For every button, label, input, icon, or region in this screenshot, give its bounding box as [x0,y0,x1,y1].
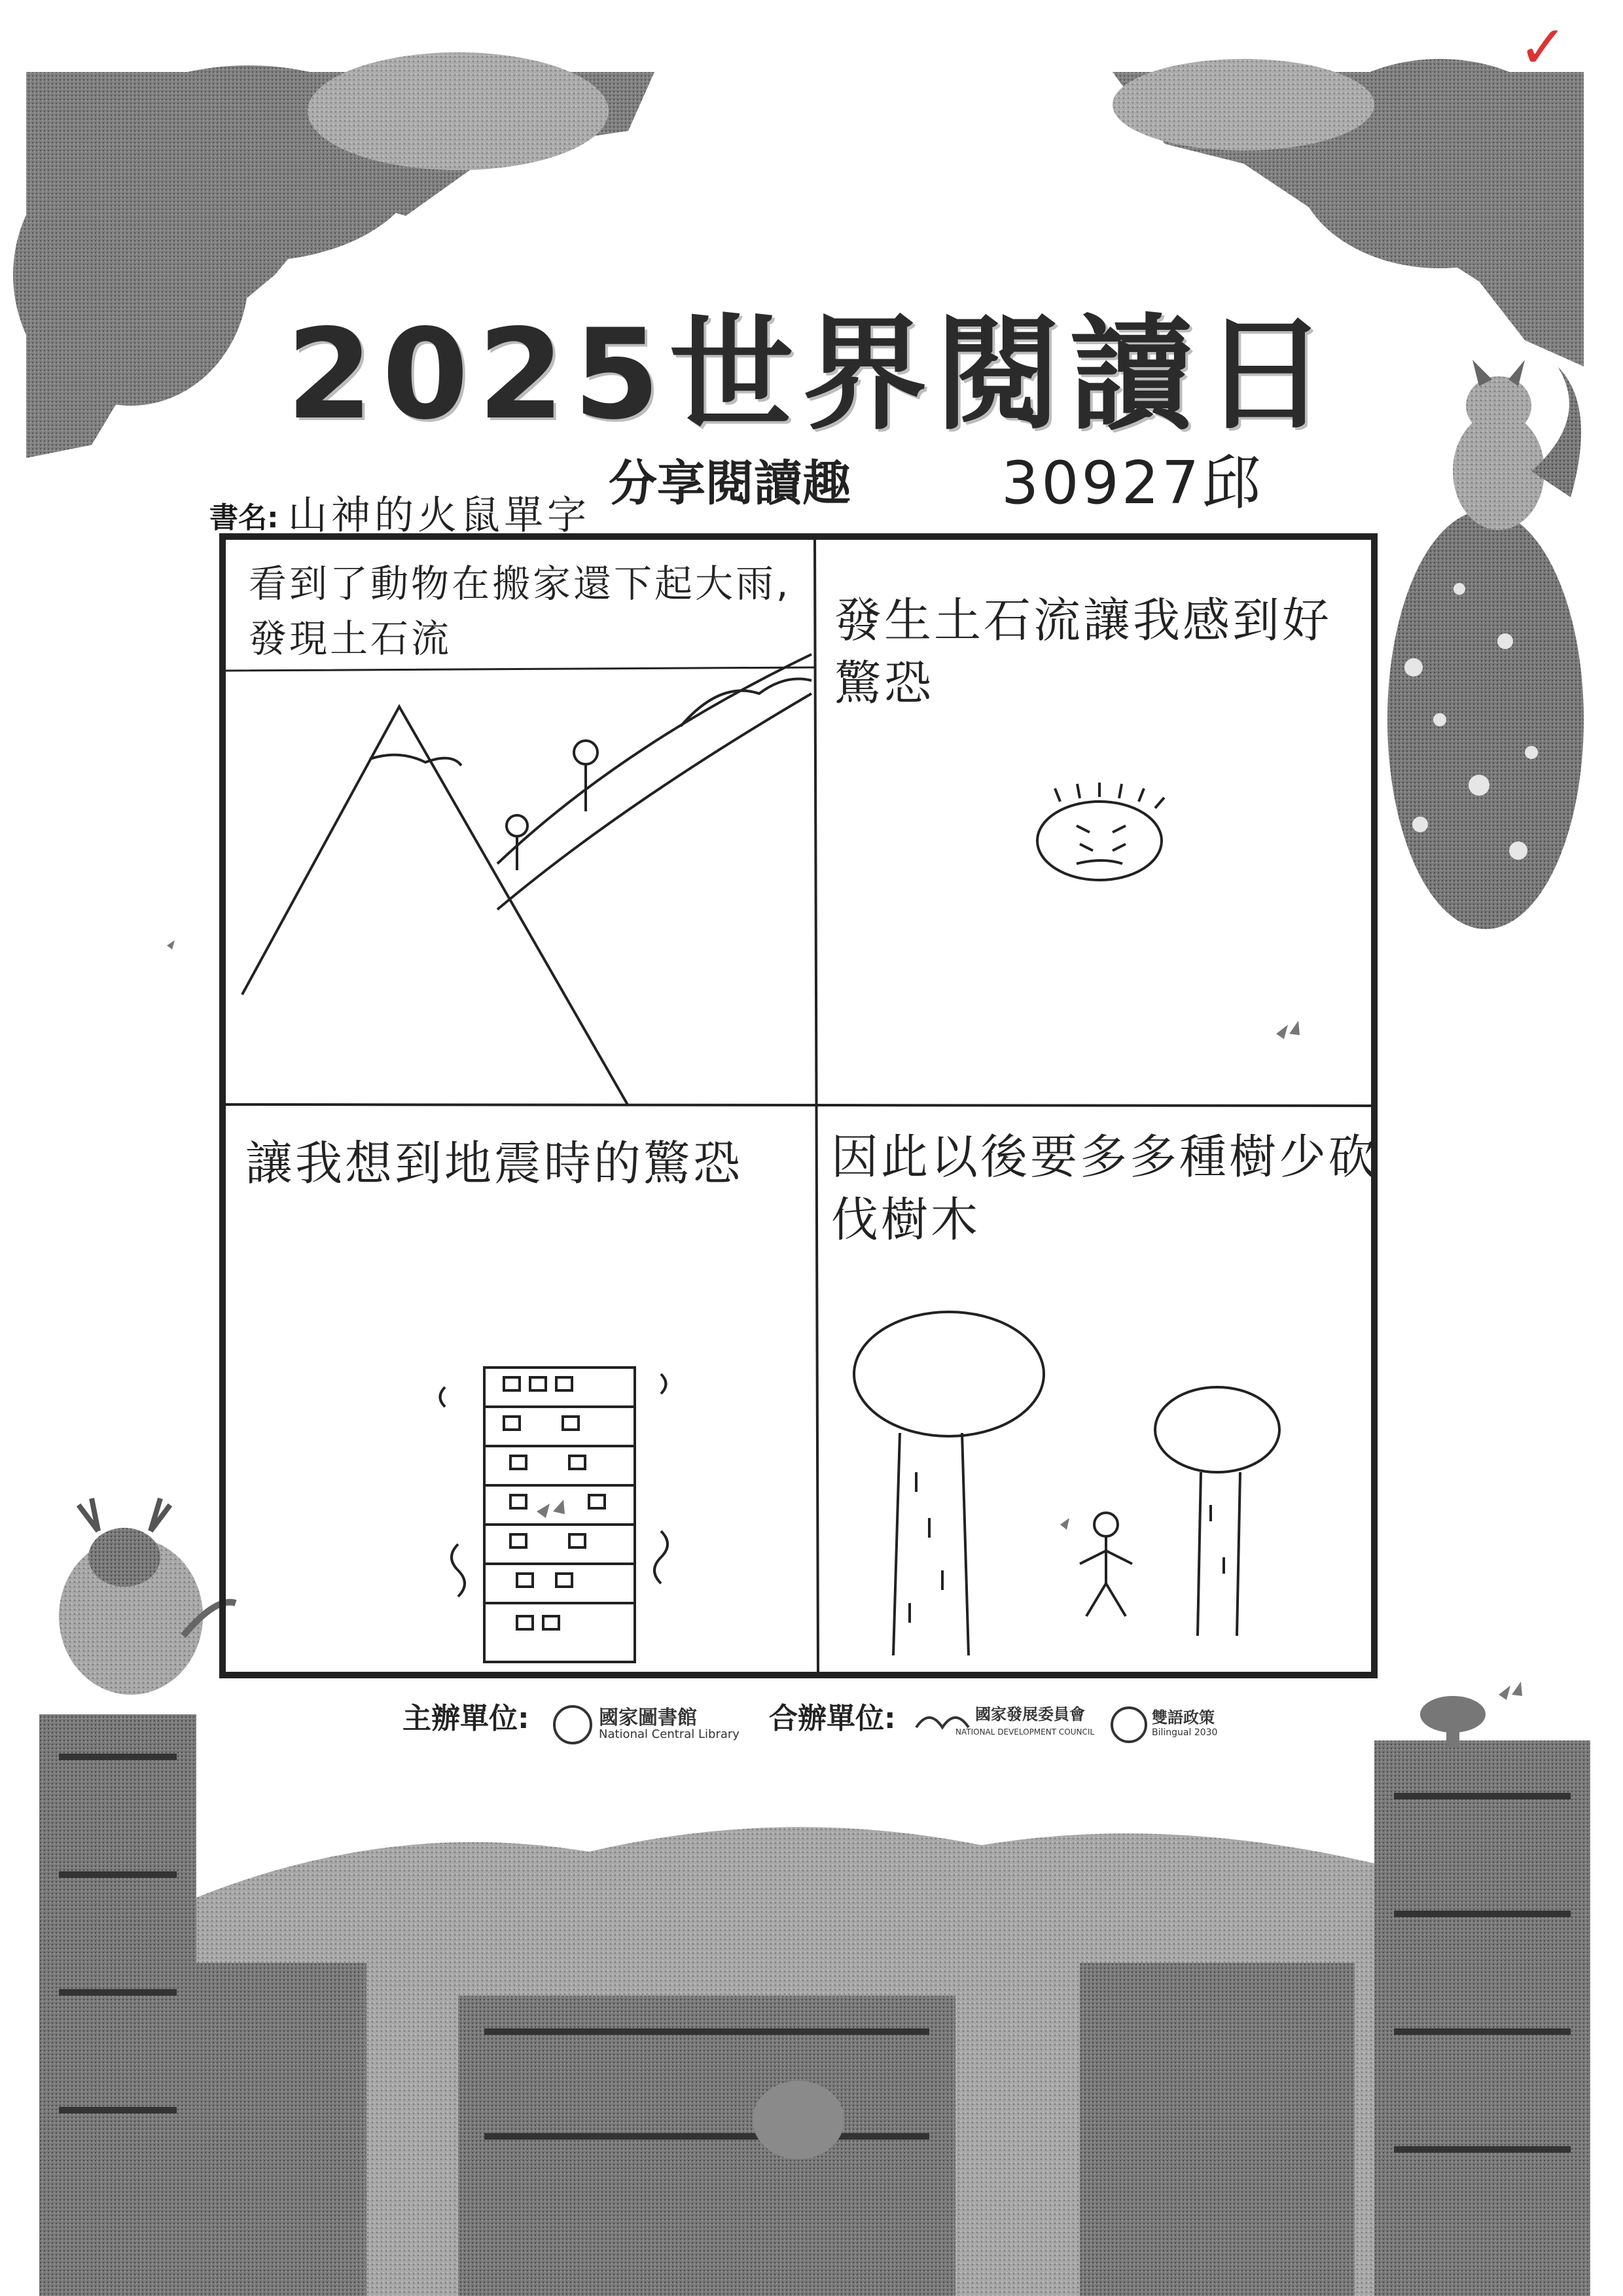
page-subtitle: 分享閱讀趣 [609,455,851,512]
deer-figure [59,1498,236,1695]
panel2-drawing [1037,783,1164,880]
panel1-caption: 看到了動物在搬家還下起大雨,發現土石流 [249,561,791,661]
panel4-drawing [854,1312,1279,1655]
bookshelf-landscape [39,1696,1590,2296]
panel3-caption: 讓我想到地震時的驚恐 [245,1136,743,1191]
co-host-label: 合辦單位: [769,1702,896,1735]
page-title: 2025世界閱讀日 [286,302,1337,447]
host-label: 主辦單位: [402,1702,529,1735]
butterfly-decorations [167,940,1522,1700]
panel4-caption: 因此以後要多多種樹少砍伐樹木 [831,1129,1379,1247]
book-title-label: 書名: [209,501,279,535]
panel2-caption: 發生土石流讓我感到好驚恐 [834,593,1332,711]
panel3-drawing [440,1368,668,1662]
co-host-subname: NATIONAL DEVELOPMENT COUNCIL [955,1727,1095,1737]
host-name: 國家圖書館 [599,1706,697,1729]
bilingual-policy-name: 雙語政策 [1152,1708,1215,1727]
co-host-name: 國家發展委員會 [975,1705,1085,1723]
panel1-drawing [242,654,812,1106]
mushroom-bush-right [1387,510,1584,929]
student-id: 30927邱 [1001,449,1264,518]
bilingual-policy-subname: Bilingual 2030 [1152,1727,1218,1738]
teacher-check-mark: ✓ [1518,13,1568,82]
host-subname: National Central Library [599,1727,740,1741]
book-title: 山神的火鼠單字 [288,493,590,539]
